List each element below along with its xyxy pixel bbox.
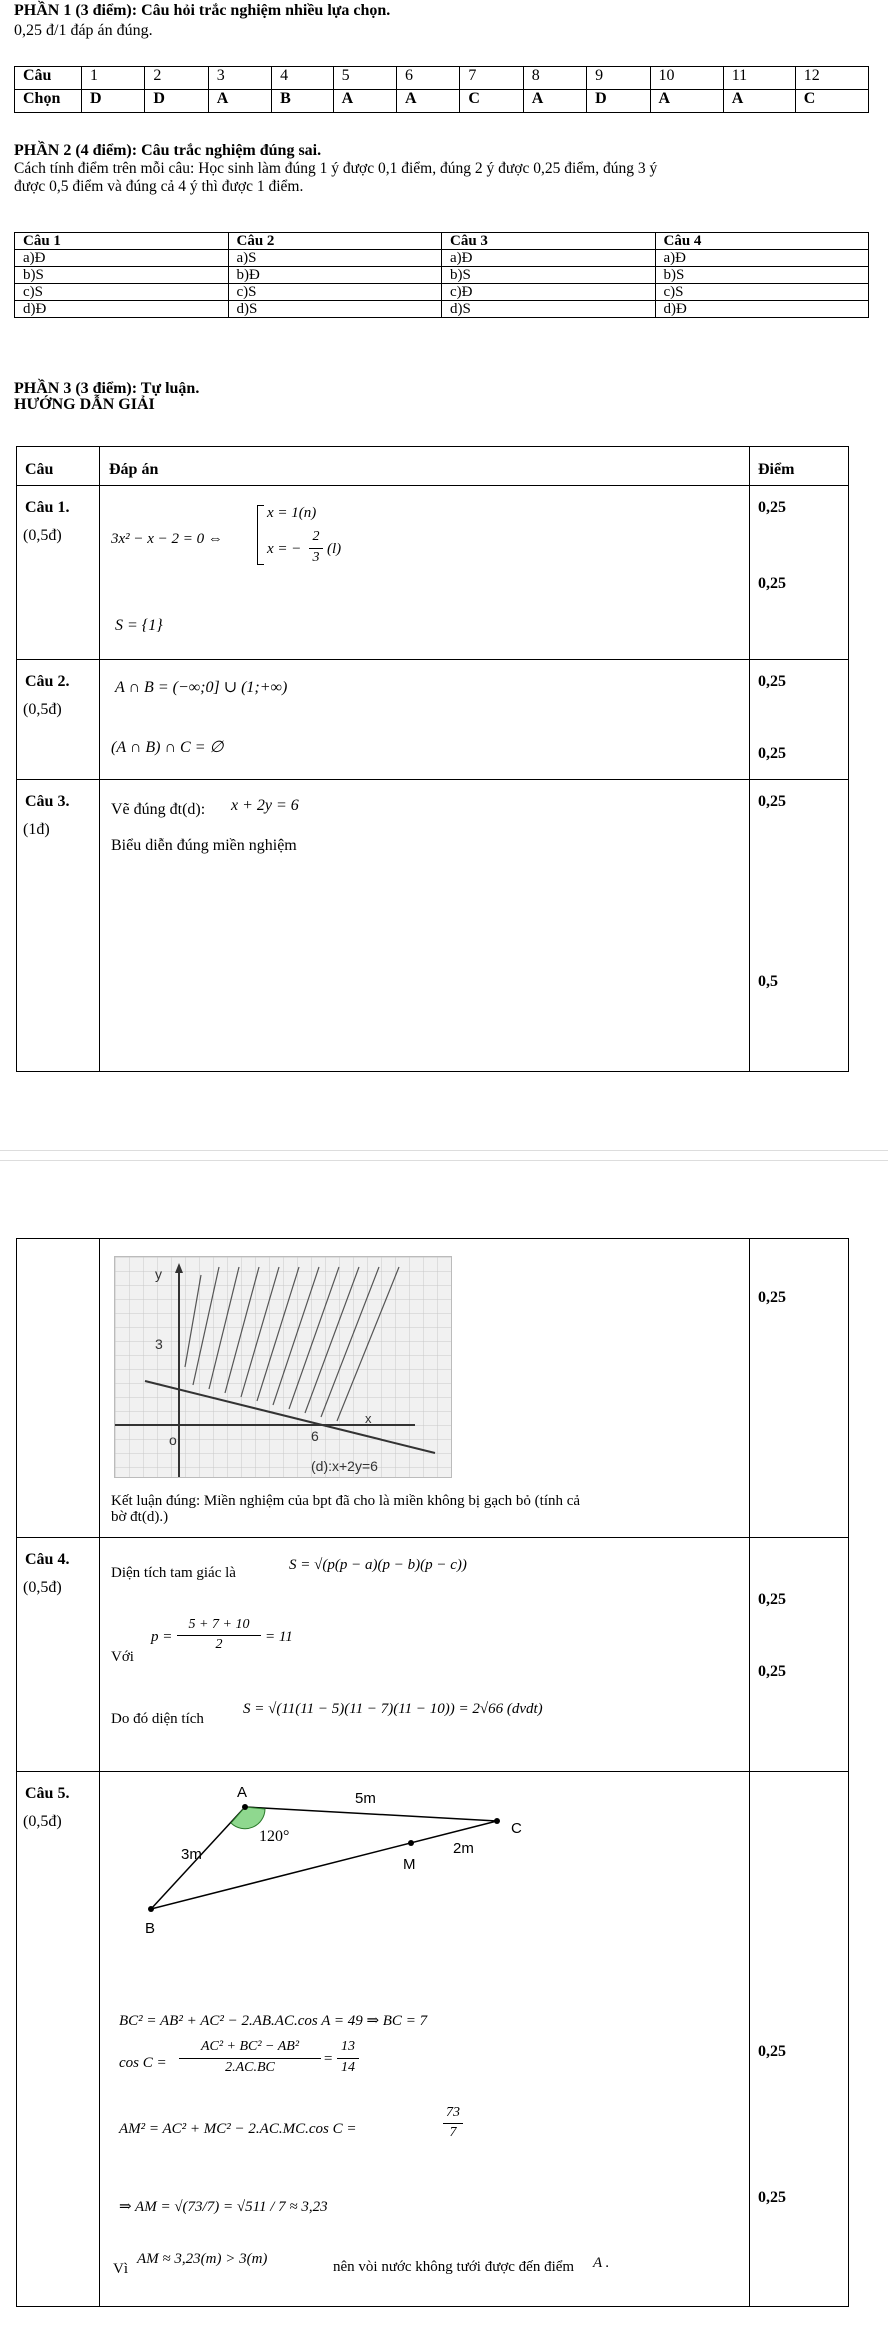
q5-eq1: BC² = AB² + AC² − 2.AB.AC.cos A = 49 ⇒ BC = 7 [119,2013,428,2029]
q5-label: Câu 5. [25,1785,70,1802]
label-m: M [403,1856,416,1873]
q2-score-2: 0,25 [758,745,786,762]
answer-cell: a)Đ [442,250,656,267]
q5-eq5-end: A . [593,2255,610,2271]
question-number-cell: 7 [460,67,523,90]
q2-score-1: 0,25 [758,673,786,690]
answer-cell: b)S [15,267,229,284]
q3-score-1: 0,25 [758,793,786,810]
part2-title: PHẦN 2 (4 điểm): Câu trắc nghiệm đúng sai. [14,142,322,159]
table-row [15,233,869,250]
graph-tick-6: 6 [311,1428,319,1444]
q1-solution-set: S = {1} [115,617,163,634]
part3-subtitle: HƯỚNG DẪN GIẢI [14,396,155,413]
q1-frac-den: 3 [312,550,320,565]
q3-conclusion-2: bờ đt(d).) [111,1509,169,1525]
col-header-dapan: Đáp án [109,461,159,478]
q4-line3-math: S = √(11(11 − 5)(11 − 7)(11 − 10)) = 2√66 (dvdt) [243,1701,543,1717]
answer-cell: A [208,90,271,113]
q2-line1: A ∩ B = (−∞;0] ∪ (1;+∞) [115,679,288,696]
q4-label: Câu 4. [25,1551,70,1568]
label-ac: 5m [355,1790,376,1807]
q5-eq5-math: AM ≈ 3,23(m) > 3(m) [137,2251,268,2267]
label-ab: 3m [181,1846,202,1863]
answer-cell: C [795,90,868,113]
q5-eq2-num: AC² + BC² − AB² [200,2039,300,2054]
q2-points: (0,5đ) [23,701,62,718]
answer-cell: d)S [228,301,442,318]
part1-title: PHẦN 1 (3 điểm): Câu hỏi trắc nghiệm nhiều lựa chọn. [14,2,391,19]
q1-score-1: 0,25 [758,499,786,516]
q3-graph-svg [115,1257,451,1477]
part3-title: PHẦN 3 (3 điểm): Tự luận. [14,380,200,397]
question-number-cell: 11 [723,67,795,90]
answer-cell: A [723,90,795,113]
q4-score-2: 0,25 [758,1663,786,1680]
label-mc: 2m [453,1840,474,1857]
q5-eq3-num: 73 [446,2105,460,2120]
table-row [15,67,869,90]
q1-frac-num: 2 [312,529,320,544]
question-number-cell: 8 [523,67,586,90]
part2-answer-table [14,232,869,318]
table-row [15,250,869,267]
q5-eq5-post: nên vòi nước không tưới được đến điểm [333,2259,575,2275]
q5-score-2: 0,25 [758,2189,786,2206]
q5-eq3-pre: AM² = AC² + MC² − 2.AC.MC.cos C = [119,2121,357,2137]
q5-eq2-eq: = [323,2051,334,2067]
question-number-cell: 9 [587,67,650,90]
question-number-cell: 5 [333,67,396,90]
graph-y-label: y [155,1266,162,1282]
q4-line2: Với [111,1649,134,1665]
q4-line2-post: = 11 [265,1629,293,1645]
column-header: Câu 1 [15,233,229,250]
label-angle: 120° [259,1828,290,1845]
table-row [15,301,869,318]
answer-cell: d)Đ [655,301,869,318]
q3-points: (1đ) [23,821,50,838]
label-a: A [237,1784,248,1801]
q1-case2-post: (l) [327,541,342,557]
answer-cell: b)Đ [228,267,442,284]
answer-cell: c)S [655,284,869,301]
question-number-cell: 4 [272,67,333,90]
column-header: Câu 2 [228,233,442,250]
q4-line1-math: S = √(p(p − a)(p − b)(p − c)) [289,1557,467,1573]
answer-cell: C [460,90,523,113]
q3-line1: Vẽ đúng đt(d): [111,801,206,818]
q5-eq4: ⇒ AM = √(73/7) = √511 / 7 ≈ 3,23 [119,2199,328,2215]
label-c: C [511,1820,522,1837]
q4-line3: Do đó diện tích [111,1711,204,1727]
question-number-cell: 10 [650,67,723,90]
answer-cell: D [82,90,145,113]
q4-score-1: 0,25 [758,1591,786,1608]
graph-tick-3: 3 [155,1336,163,1352]
solutions-table-page1 [16,446,849,1072]
answer-cell: d)S [442,301,656,318]
answer-cell: A [650,90,723,113]
question-number-cell: 2 [145,67,208,90]
q1-equation: 3x² − x − 2 = 0 ⇔ [111,531,223,547]
q1-case1: x = 1(n) [267,505,317,521]
q3-line2: Biểu diễn đúng miền nghiệm [111,837,297,854]
row-label: Chọn [15,90,82,113]
q2-label: Câu 2. [25,673,70,690]
q3-graph [114,1256,452,1478]
q1-score-2: 0,25 [758,575,786,592]
q2-line2: (A ∩ B) ∩ C = ∅ [111,739,224,756]
answer-cell: b)S [442,267,656,284]
q1-points: (0,5đ) [23,527,62,544]
q5-eq5-pre: Vì [113,2261,128,2277]
answer-cell: d)Đ [15,301,229,318]
answer-cell: c)S [228,284,442,301]
graph-x-label: x [365,1411,372,1426]
answer-cell: A [523,90,586,113]
q4-frac-den: 2 [215,1637,223,1652]
answer-cell: D [587,90,650,113]
label-b: B [145,1920,156,1937]
q3-label: Câu 3. [25,793,70,810]
q5-points: (0,5đ) [23,1813,62,1830]
graph-origin: o [169,1432,177,1448]
answer-cell: A [333,90,396,113]
q3-line1-math: x + 2y = 6 [231,797,299,814]
q3-conclusion-1: Kết luận đúng: Miền nghiệm của bpt đã cho là miền không bị gạch bỏ (tính cả [111,1493,581,1509]
row-label: Câu [15,67,82,90]
q4-line2-pre: p = [151,1629,173,1645]
question-number-cell: 3 [208,67,271,90]
q1-label: Câu 1. [25,499,70,516]
answer-cell: c)Đ [442,284,656,301]
question-number-cell: 12 [795,67,868,90]
q5-eq2-n2: 13 [341,2039,355,2054]
q4-line1: Diện tích tam giác là [111,1565,236,1581]
q4-frac-num: 5 + 7 + 10 [188,1617,250,1632]
part1-answer-table [14,66,869,113]
question-number-cell: 6 [396,67,459,90]
q5-eq2-d2: 14 [341,2060,355,2075]
answer-cell: a)Đ [655,250,869,267]
answer-cell: A [396,90,459,113]
table-row [15,90,869,113]
q5-eq2-den: 2.AC.BC [225,2060,275,2075]
q3-score-2: 0,5 [758,973,778,990]
q1-case2-pre: x = − [267,541,302,557]
table-row [15,284,869,301]
table-row [15,267,869,284]
graph-line-label: (d):x+2y=6 [311,1458,378,1474]
part2-rule-line2: được 0,5 điểm và đúng cả 4 ý thì được 1 điểm. [14,178,304,195]
q4-points: (0,5đ) [23,1579,62,1596]
answer-cell: a)Đ [15,250,229,267]
part1-scoring: 0,25 đ/1 đáp án đúng. [14,22,153,39]
answer-cell: b)S [655,267,869,284]
answer-cell: a)S [228,250,442,267]
answer-cell: D [145,90,208,113]
q5-score-1: 0,25 [758,2043,786,2060]
col-header-diem: Điểm [758,461,795,478]
q5-eq3-den: 7 [449,2125,457,2140]
column-header: Câu 3 [442,233,656,250]
answer-cell: c)S [15,284,229,301]
answer-cell: B [272,90,333,113]
q5-triangle-figure [107,1781,567,1951]
q3-score-3: 0,25 [758,1289,786,1306]
column-header: Câu 4 [655,233,869,250]
part2-rule-line1: Cách tính điểm trên mỗi câu: Học sinh làm đúng 1 ý được 0,1 điểm, đúng 2 ý được 0,25 điểm, đúng 3 ý [14,160,658,177]
question-number-cell: 1 [82,67,145,90]
col-header-cau: Câu [25,461,54,478]
q5-eq2-pre: cos C = [119,2055,167,2071]
